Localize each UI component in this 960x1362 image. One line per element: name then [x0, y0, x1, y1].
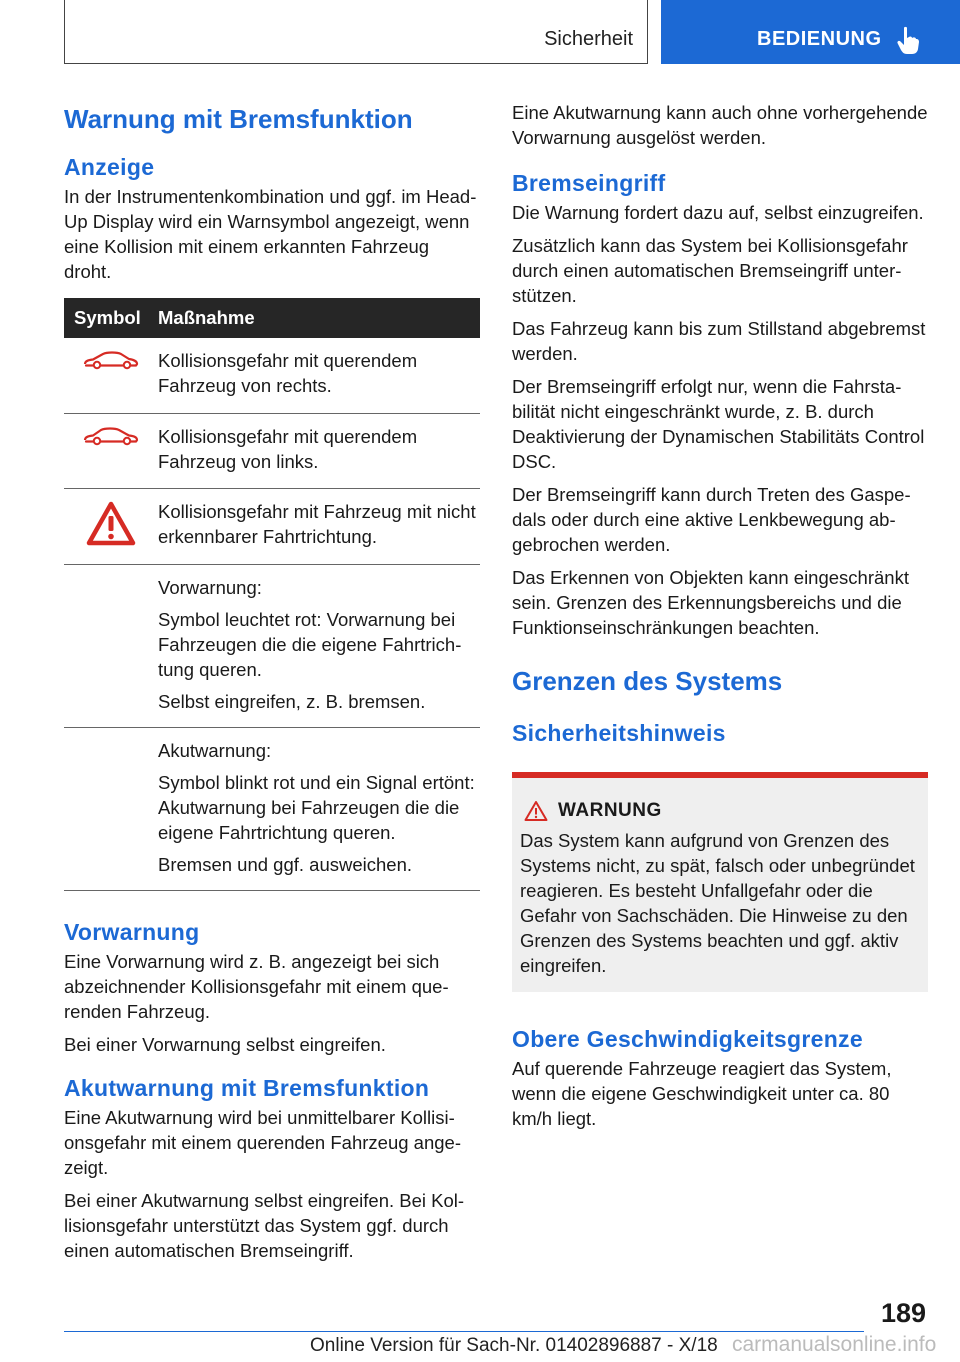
anzeige-heading: Anzeige — [64, 154, 155, 180]
header-section-title: Sicherheit — [544, 28, 633, 50]
header-chapter-tab[interactable] — [661, 0, 960, 64]
intro-text: Eine Akutwarnung kann auch ohne vorhergehende Vorwarnung ausgelöst werden. — [512, 102, 928, 148]
table-cell-symbol — [64, 488, 158, 564]
section-title: Warnung mit Bremsfunktion — [64, 104, 413, 134]
footer-online-version: Online Version für Sach-Nr. 01402896887 - X/18 — [310, 1335, 718, 1356]
table-cell-symbol — [64, 413, 158, 488]
table-cell-action — [158, 488, 480, 564]
table-header-symbol: Symbol — [64, 298, 158, 338]
header-chapter-label: BEDIENUNG — [757, 28, 882, 50]
action-text: Kollisionsgefahr mit querendem Fahrzeug von links. — [158, 425, 418, 472]
action-text: Kollisionsgefahr mit Fahrzeug mit nicht erkennbarer Fahrtrichtung. — [158, 500, 476, 547]
table-cell-action — [158, 727, 480, 890]
bremseingriff-heading: Bremseingriff — [512, 170, 666, 196]
table-row — [64, 564, 480, 727]
obere-geschwindigkeit-text: Auf querende Fahrzeuge reagiert das System, wenn die eigene Geschwindigkeit unter ca. 80 km/h liegt. — [512, 1058, 892, 1129]
footer-divider — [64, 1331, 864, 1332]
akutwarnung-text: Eine Akutwarnung wird bei unmittelbarer Kollisionsgefahr mit einem querenden Fahrzeug angezeigt. — [64, 1106, 461, 1178]
bremseingriff-text: Der Bremseingriff kann durch Treten des Gaspedals oder durch eine aktive Lenkbewegung abgebrochen werden. — [512, 484, 911, 555]
car-left-icon — [83, 433, 139, 450]
action-text: Symbol leuchtet rot: Vorwarnung bei Fahrzeugen die die eigene Fahrtrichtung queren. — [158, 608, 462, 680]
symbol-table — [64, 298, 480, 891]
warning-text: Das System kann aufgrund von Grenzen des Systems nicht, zu spät, falsch oder unbegründet reagieren. Es besteht Unfallgefahr oder die Gefahr von Sachschäden. Die Hinweise zu den Grenzen des Systems beachten und ggf. aktiv eingreifen. — [520, 830, 915, 976]
bremseingriff-text: Das Erkennen von Objekten kann eingeschränkt sein. Grenzen des Erkennungsbereichs und die Funktionseinschränkungen beachten. — [512, 567, 909, 638]
right-column — [512, 100, 928, 1139]
warning-triangle-icon — [524, 800, 548, 822]
bremseingriff-text: Zusätzlich kann das System bei Kollisionsgefahr durch einen automatischen Bremseingriff unterstützen. — [512, 235, 908, 306]
grenzen-title: Grenzen des Systems — [512, 666, 783, 696]
warning-title — [524, 800, 920, 822]
bremseingriff-text: Der Bremseingriff erfolgt nur, wenn die Fahrstabilität nicht eingeschränkt wurde, z. B. durch Deaktivierung der Dynamischen Stabilitäts Control DSC. — [512, 376, 925, 472]
left-column — [64, 100, 480, 1271]
vorwarnung-text: Bei einer Vorwarnung selbst eingreifen. — [64, 1033, 386, 1055]
warning-box — [512, 772, 928, 992]
akutwarnung-heading: Akutwarnung mit Bremsfunktion — [64, 1074, 430, 1101]
bremseingriff-text: Das Fahrzeug kann bis zum Stillstand abgebremst werden. — [512, 318, 926, 364]
action-text: Symbol blinkt rot und ein Signal ertönt: Akutwarnung bei Fahrzeugen die die eigene Fahrtrichtung queren. — [158, 771, 475, 843]
action-text: Selbst eingreifen, z. B. bremsen. — [158, 690, 426, 712]
watermark: carmanualsonline.info — [732, 1333, 937, 1356]
table-row — [64, 727, 480, 890]
table-cell-symbol — [64, 338, 158, 413]
action-label: Vorwarnung: — [158, 576, 262, 598]
anzeige-text: In der Instrumentenkombination und ggf. im Head-Up Display wird ein Warnsymbol angezeigt, wenn eine Kollision mit einem erkannten Fahrzeug droht. — [64, 186, 477, 282]
pointing-hand-icon — [897, 26, 919, 59]
car-right-icon — [83, 357, 139, 374]
table-row — [64, 338, 480, 413]
table-cell-symbol — [64, 727, 158, 890]
table-cell-action — [158, 413, 480, 488]
table-cell-symbol — [64, 564, 158, 727]
table-cell-action — [158, 338, 480, 413]
vorwarnung-heading: Vorwarnung — [64, 918, 200, 945]
warning-label: WARNUNG — [558, 800, 662, 821]
header-section-box — [64, 0, 648, 64]
action-text: Kollisionsgefahr mit querendem Fahrzeug von rechts. — [158, 350, 418, 396]
akutwarnung-text: Bei einer Akutwarnung selbst eingreifen. Bei Kollisionsgefahr unterstützt das System ggf. durch einen automatischen Bremseingriff. — [64, 1189, 465, 1261]
obere-geschwindigkeit-heading: Obere Geschwindigkeitsgrenze — [512, 1026, 863, 1052]
warning-triangle-icon — [86, 534, 136, 551]
bremseingriff-text: Die Warnung fordert dazu auf, selbst einzugreifen. — [512, 202, 924, 223]
sicherheitshinweis-heading: Sicherheitshinweis — [512, 720, 726, 746]
page-number: 189 — [880, 1298, 926, 1328]
action-label: Akutwarnung: — [158, 739, 272, 761]
action-text: Bremsen und ggf. ausweichen. — [158, 853, 413, 875]
table-cell-action — [158, 564, 480, 727]
vorwarnung-text: Eine Vorwarnung wird z. B. angezeigt bei sich abzeichnender Kollisionsgefahr mit einem querenden Fahrzeug. — [64, 950, 449, 1022]
table-row — [64, 413, 480, 488]
table-header-action: Maßnahme — [158, 298, 480, 338]
table-row — [64, 488, 480, 564]
